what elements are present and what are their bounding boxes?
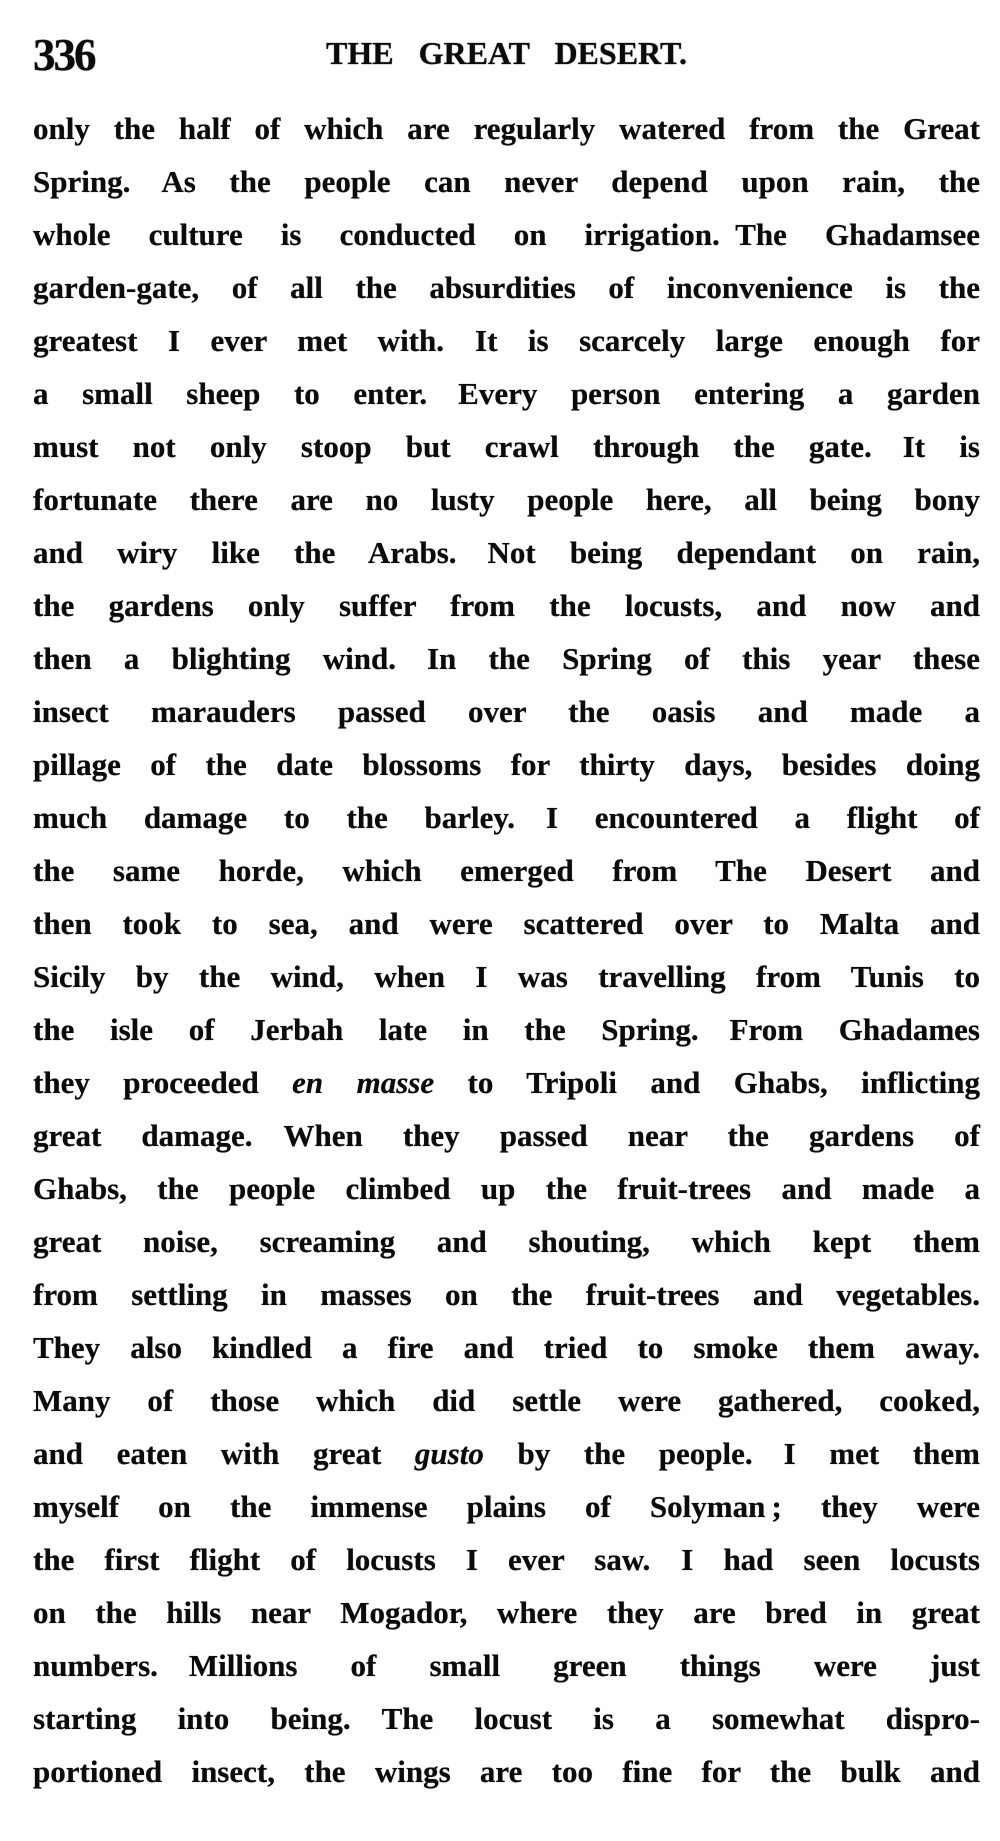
- text-segment: they proceeded: [33, 1065, 293, 1100]
- text-line: [33, 685, 980, 738]
- text-segment: on the hills near Mogador, where they are bred in great: [33, 1595, 980, 1630]
- text-segment: only the half of which are regularly watered from the Great: [33, 111, 980, 146]
- text-line: [33, 1268, 980, 1321]
- text-segment: from settling in masses on the fruit-trees and vegetables.: [33, 1277, 980, 1312]
- text-segment: numbers. Millions of small green things were just: [33, 1648, 980, 1683]
- text-line: [33, 1745, 980, 1798]
- text-segment: great damage. When they passed near the gardens of: [33, 1118, 980, 1153]
- text-segment: to Tripoli and Ghabs, inflicting: [434, 1065, 980, 1100]
- text-segment: the isle of Jerbah late in the Spring. From Ghadames: [33, 1012, 980, 1047]
- text-segment: starting into being. The locust is a somewhat dispro-: [33, 1701, 980, 1736]
- text-line: [33, 1321, 980, 1374]
- text-line: [33, 155, 980, 208]
- text-line: [33, 950, 980, 1003]
- text-segment: Sicily by the wind, when I was travelling from Tunis to: [33, 959, 980, 994]
- text-segment: much damage to the barley. I encountered a flight of: [33, 800, 980, 835]
- text-segment: the gardens only suffer from the locusts, and now and: [33, 588, 980, 623]
- text-segment: myself on the immense plains of Solyman ; they were: [33, 1489, 980, 1524]
- text-line: [33, 102, 980, 155]
- text-segment: They also kindled a fire and tried to smoke them away.: [33, 1330, 980, 1365]
- text-line: [33, 1215, 980, 1268]
- text-line: [33, 1586, 980, 1639]
- text-line: [33, 844, 980, 897]
- text-line: [33, 897, 980, 950]
- text-line: [33, 1374, 980, 1427]
- text-segment: great noise, screaming and shouting, which kept them: [33, 1224, 980, 1259]
- text-line: [33, 1639, 980, 1692]
- text-line: [33, 367, 980, 420]
- text-line: [33, 473, 980, 526]
- text-line: [33, 1162, 980, 1215]
- text-line: [33, 579, 980, 632]
- text-segment: a small sheep to enter. Every person entering a garden: [33, 376, 980, 411]
- text-segment: fortunate there are no lusty people here, all being bony: [33, 482, 980, 517]
- text-segment: Spring. As the people can never depend upon rain, the: [33, 164, 980, 199]
- text-segment: by the people. I met them: [483, 1436, 980, 1471]
- text-segment: and wiry like the Arabs. Not being dependant on rain,: [33, 535, 980, 570]
- text-line: [33, 791, 980, 844]
- text-line: [33, 526, 980, 579]
- text-segment: the same horde, which emerged from The Desert and: [33, 853, 980, 888]
- text-segment: insect marauders passed over the oasis and made a: [33, 694, 980, 729]
- text-line: [33, 1427, 980, 1480]
- text-segment: portioned insect, the wings are too fine for the bulk and: [33, 1754, 980, 1789]
- running-title: THE GREAT DESERT.: [326, 35, 687, 71]
- text-line: [33, 1109, 980, 1162]
- text-segment: Many of those which did settle were gathered, cooked,: [33, 1383, 980, 1418]
- text-line: [33, 1003, 980, 1056]
- italic-text-segment: en masse: [292, 1065, 435, 1100]
- text-segment: greatest I ever met with. It is scarcely large enough for: [33, 323, 980, 358]
- text-segment: then took to sea, and were scattered over to Malta and: [33, 906, 980, 941]
- text-line: [33, 208, 980, 261]
- italic-text-segment: gusto: [414, 1436, 484, 1471]
- text-segment: pillage of the date blossoms for thirty days, besides doing: [33, 747, 980, 782]
- text-segment: Ghabs, the people climbed up the fruit-trees and made a: [33, 1171, 980, 1206]
- text-segment: then a blighting wind. In the Spring of this year these: [33, 641, 980, 676]
- text-line: [33, 1692, 980, 1745]
- page-number: 336: [33, 30, 95, 80]
- text-line: [33, 420, 980, 473]
- text-line: [33, 738, 980, 791]
- text-line: [33, 1056, 980, 1109]
- text-segment: whole culture is conducted on irrigation. The Ghadamsee: [33, 217, 980, 252]
- text-line: [33, 1533, 980, 1586]
- text-line: [33, 261, 980, 314]
- text-segment: garden-gate, of all the absurdities of inconvenience is the: [33, 270, 980, 305]
- text-segment: and eaten with great: [33, 1436, 415, 1471]
- text-line: [33, 1480, 980, 1533]
- text-line: [33, 314, 980, 367]
- text-segment: the first flight of locusts I ever saw. I had seen locusts: [33, 1542, 980, 1577]
- body-text: [33, 102, 980, 1798]
- text-line: [33, 632, 980, 685]
- text-segment: must not only stoop but crawl through the gate. It is: [33, 429, 980, 464]
